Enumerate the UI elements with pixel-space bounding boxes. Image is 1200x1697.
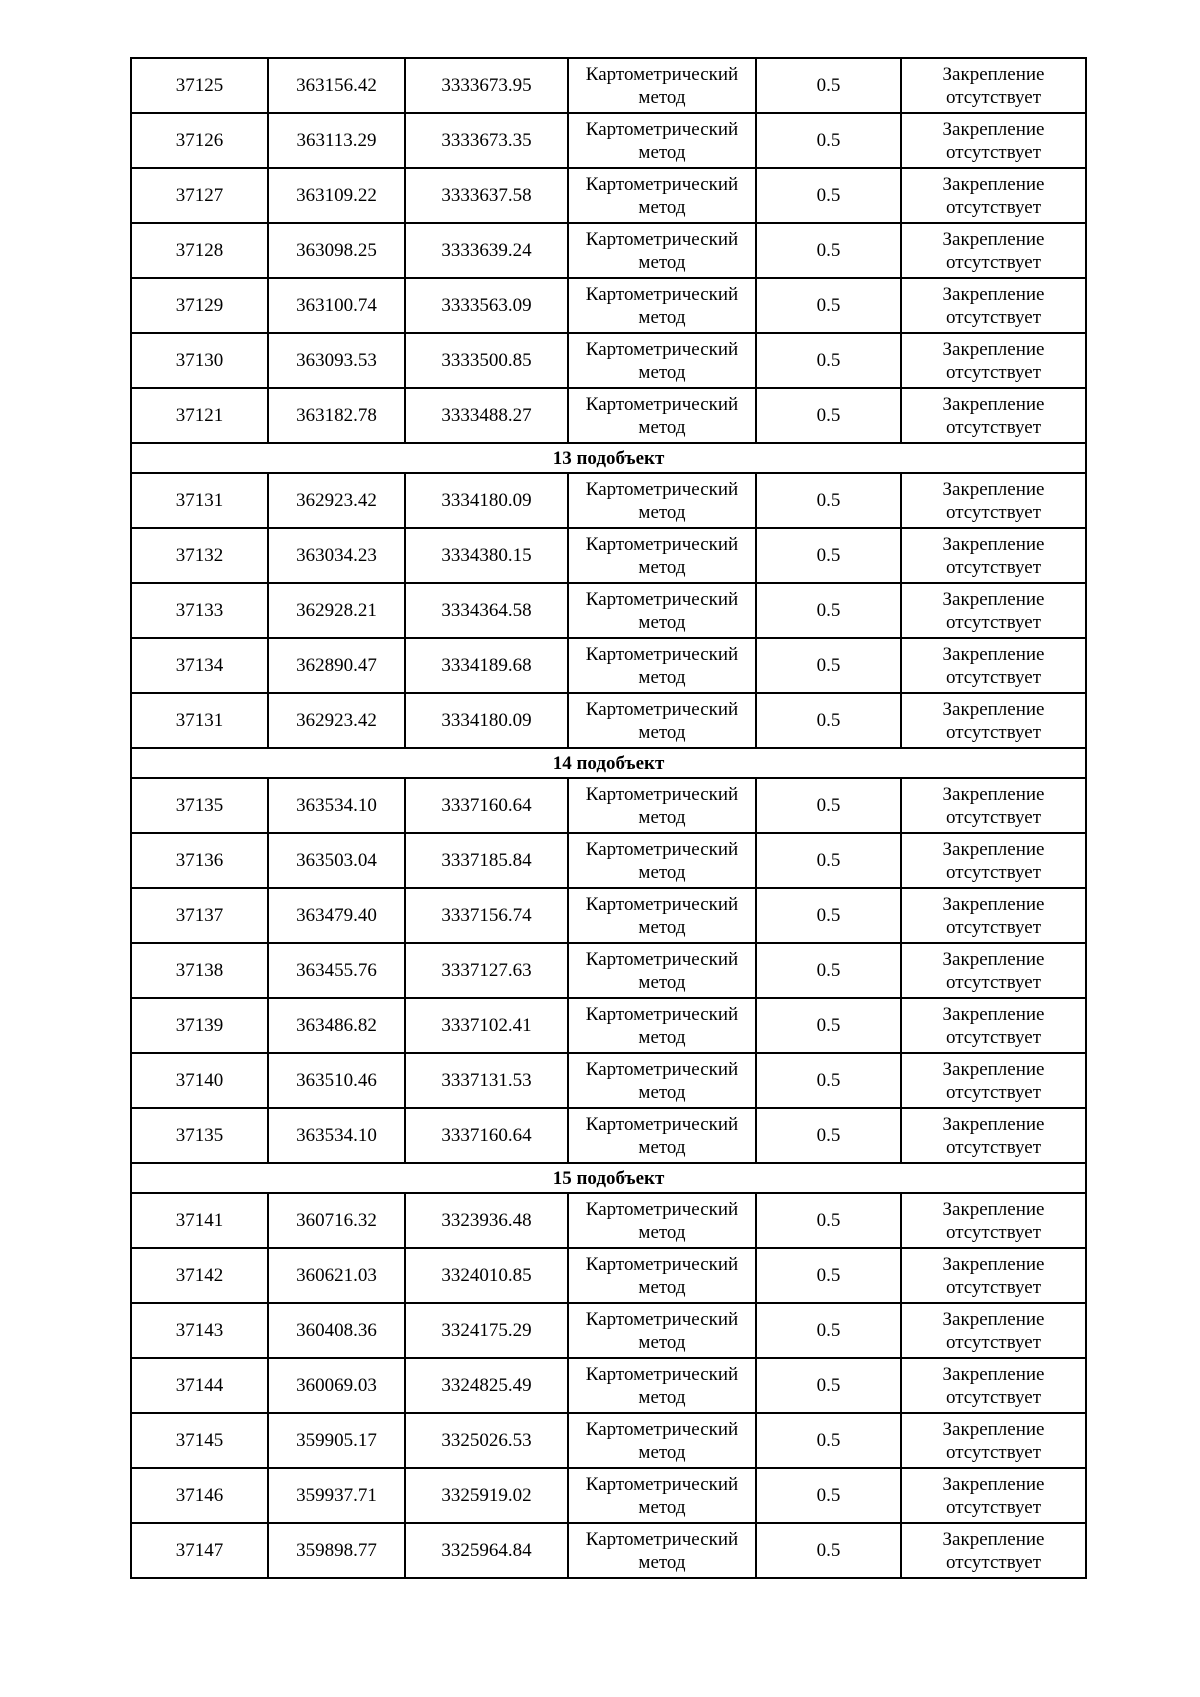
y-coordinate-cell: 3337102.41 xyxy=(405,998,568,1053)
accuracy-cell: 0.5 xyxy=(756,1523,901,1578)
method-cell xyxy=(568,388,756,443)
accuracy-cell: 0.5 xyxy=(756,473,901,528)
fixing-cell xyxy=(901,473,1086,528)
method-text-line: Картометрический xyxy=(585,533,739,555)
fixing-text-line: отсутствует xyxy=(945,86,1042,108)
method-text-line: метод xyxy=(638,971,686,993)
x-coordinate-cell: 363098.25 xyxy=(268,223,405,278)
accuracy-cell: 0.5 xyxy=(756,1303,901,1358)
method-text-line: Картометрический xyxy=(585,948,739,970)
fixing-text-line: Закрепление xyxy=(942,478,1045,500)
x-coordinate-cell: 362890.47 xyxy=(268,638,405,693)
method-text-line: метод xyxy=(638,1276,686,1298)
y-coordinate-cell: 3324010.85 xyxy=(405,1248,568,1303)
fixing-cell xyxy=(901,1108,1086,1163)
method-text-line: метод xyxy=(638,1136,686,1158)
x-coordinate-cell: 363534.10 xyxy=(268,1108,405,1163)
section-title: 14 подобъект xyxy=(131,748,1086,778)
table-row xyxy=(131,778,1086,833)
method-cell xyxy=(568,833,756,888)
fixing-text-line: Закрепление xyxy=(942,228,1045,250)
method-cell xyxy=(568,583,756,638)
method-text-line: метод xyxy=(638,1331,686,1353)
x-coordinate-cell: 360408.36 xyxy=(268,1303,405,1358)
method-text-line: Картометрический xyxy=(585,838,739,860)
y-coordinate-cell: 3333673.35 xyxy=(405,113,568,168)
fixing-text-line: отсутствует xyxy=(945,1221,1042,1243)
point-number-cell: 37136 xyxy=(131,833,268,888)
method-text-line: Картометрический xyxy=(585,228,739,250)
method-text-line: Картометрический xyxy=(585,478,739,500)
method-text-line: метод xyxy=(638,501,686,523)
point-number-cell: 37146 xyxy=(131,1468,268,1523)
fixing-text-line: отсутствует xyxy=(945,1441,1042,1463)
x-coordinate-cell: 363093.53 xyxy=(268,333,405,388)
fixing-text-line: Закрепление xyxy=(942,63,1045,85)
method-text-line: Картометрический xyxy=(585,393,739,415)
accuracy-cell: 0.5 xyxy=(756,333,901,388)
fixing-text-line: отсутствует xyxy=(945,971,1042,993)
fixing-text-line: Закрепление xyxy=(942,1198,1045,1220)
fixing-cell xyxy=(901,833,1086,888)
accuracy-cell: 0.5 xyxy=(756,778,901,833)
fixing-text-line: отсутствует xyxy=(945,251,1042,273)
method-cell xyxy=(568,998,756,1053)
method-text-line: метод xyxy=(638,556,686,578)
fixing-text-line: Закрепление xyxy=(942,173,1045,195)
method-cell xyxy=(568,778,756,833)
y-coordinate-cell: 3324825.49 xyxy=(405,1358,568,1413)
method-text-line: Картометрический xyxy=(585,1473,739,1495)
table-row xyxy=(131,1193,1086,1248)
point-number-cell: 37138 xyxy=(131,943,268,998)
fixing-cell xyxy=(901,223,1086,278)
coordinates-table xyxy=(130,57,1087,1579)
point-number-cell: 37125 xyxy=(131,58,268,113)
fixing-text-line: отсутствует xyxy=(945,666,1042,688)
method-text-line: Картометрический xyxy=(585,283,739,305)
table-row xyxy=(131,693,1086,748)
accuracy-cell: 0.5 xyxy=(756,223,901,278)
method-text-line: метод xyxy=(638,196,686,218)
method-cell xyxy=(568,1303,756,1358)
point-number-cell: 37139 xyxy=(131,998,268,1053)
fixing-cell xyxy=(901,778,1086,833)
fixing-cell xyxy=(901,888,1086,943)
point-number-cell: 37135 xyxy=(131,778,268,833)
fixing-text-line: отсутствует xyxy=(945,611,1042,633)
fixing-text-line: Закрепление xyxy=(942,643,1045,665)
x-coordinate-cell: 363479.40 xyxy=(268,888,405,943)
point-number-cell: 37131 xyxy=(131,473,268,528)
section-header-row xyxy=(131,443,1086,473)
method-cell xyxy=(568,278,756,333)
method-text-line: метод xyxy=(638,1441,686,1463)
x-coordinate-cell: 360716.32 xyxy=(268,1193,405,1248)
fixing-text-line: отсутствует xyxy=(945,861,1042,883)
y-coordinate-cell: 3337131.53 xyxy=(405,1053,568,1108)
point-number-cell: 37140 xyxy=(131,1053,268,1108)
fixing-cell xyxy=(901,1053,1086,1108)
fixing-text-line: отсутствует xyxy=(945,1386,1042,1408)
method-text-line: метод xyxy=(638,861,686,883)
fixing-text-line: Закрепление xyxy=(942,698,1045,720)
fixing-text-line: отсутствует xyxy=(945,1276,1042,1298)
accuracy-cell: 0.5 xyxy=(756,113,901,168)
y-coordinate-cell: 3337156.74 xyxy=(405,888,568,943)
table-row xyxy=(131,1108,1086,1163)
y-coordinate-cell: 3333639.24 xyxy=(405,223,568,278)
fixing-text-line: отсутствует xyxy=(945,501,1042,523)
x-coordinate-cell: 362928.21 xyxy=(268,583,405,638)
method-text-line: Картометрический xyxy=(585,118,739,140)
method-text-line: метод xyxy=(638,1026,686,1048)
method-cell xyxy=(568,888,756,943)
fixing-text-line: отсутствует xyxy=(945,1331,1042,1353)
point-number-cell: 37143 xyxy=(131,1303,268,1358)
method-text-line: Картометрический xyxy=(585,173,739,195)
table-row xyxy=(131,583,1086,638)
method-text-line: метод xyxy=(638,361,686,383)
x-coordinate-cell: 363100.74 xyxy=(268,278,405,333)
x-coordinate-cell: 360621.03 xyxy=(268,1248,405,1303)
accuracy-cell: 0.5 xyxy=(756,1413,901,1468)
method-cell xyxy=(568,528,756,583)
x-coordinate-cell: 363109.22 xyxy=(268,168,405,223)
y-coordinate-cell: 3333500.85 xyxy=(405,333,568,388)
accuracy-cell: 0.5 xyxy=(756,583,901,638)
fixing-text-line: отсутствует xyxy=(945,1136,1042,1158)
method-text-line: Картометрический xyxy=(585,1003,739,1025)
accuracy-cell: 0.5 xyxy=(756,1053,901,1108)
method-cell xyxy=(568,1248,756,1303)
method-text-line: метод xyxy=(638,806,686,828)
table-row xyxy=(131,473,1086,528)
method-text-line: Картометрический xyxy=(585,783,739,805)
x-coordinate-cell: 359937.71 xyxy=(268,1468,405,1523)
x-coordinate-cell: 363156.42 xyxy=(268,58,405,113)
method-text-line: Картометрический xyxy=(585,1058,739,1080)
fixing-cell xyxy=(901,388,1086,443)
point-number-cell: 37130 xyxy=(131,333,268,388)
section-title: 15 подобъект xyxy=(131,1163,1086,1193)
method-cell xyxy=(568,333,756,388)
x-coordinate-cell: 363510.46 xyxy=(268,1053,405,1108)
section-title: 13 подобъект xyxy=(131,443,1086,473)
method-text-line: Картометрический xyxy=(585,338,739,360)
fixing-cell xyxy=(901,1468,1086,1523)
point-number-cell: 37126 xyxy=(131,113,268,168)
x-coordinate-cell: 363503.04 xyxy=(268,833,405,888)
section-header-row xyxy=(131,1163,1086,1193)
fixing-cell xyxy=(901,1523,1086,1578)
table-row xyxy=(131,1468,1086,1523)
point-number-cell: 37129 xyxy=(131,278,268,333)
method-cell xyxy=(568,473,756,528)
fixing-cell xyxy=(901,943,1086,998)
point-number-cell: 37137 xyxy=(131,888,268,943)
method-text-line: метод xyxy=(638,611,686,633)
method-cell xyxy=(568,693,756,748)
method-text-line: метод xyxy=(638,86,686,108)
method-text-line: метод xyxy=(638,251,686,273)
method-cell xyxy=(568,1358,756,1413)
accuracy-cell: 0.5 xyxy=(756,998,901,1053)
fixing-cell xyxy=(901,113,1086,168)
accuracy-cell: 0.5 xyxy=(756,1248,901,1303)
x-coordinate-cell: 362923.42 xyxy=(268,693,405,748)
method-text-line: метод xyxy=(638,306,686,328)
x-coordinate-cell: 363182.78 xyxy=(268,388,405,443)
fixing-cell xyxy=(901,168,1086,223)
method-cell xyxy=(568,1053,756,1108)
point-number-cell: 37135 xyxy=(131,1108,268,1163)
y-coordinate-cell: 3334180.09 xyxy=(405,693,568,748)
fixing-text-line: Закрепление xyxy=(942,1113,1045,1135)
point-number-cell: 37142 xyxy=(131,1248,268,1303)
x-coordinate-cell: 363486.82 xyxy=(268,998,405,1053)
point-number-cell: 37127 xyxy=(131,168,268,223)
accuracy-cell: 0.5 xyxy=(756,1108,901,1163)
y-coordinate-cell: 3334364.58 xyxy=(405,583,568,638)
table-row xyxy=(131,58,1086,113)
y-coordinate-cell: 3334380.15 xyxy=(405,528,568,583)
accuracy-cell: 0.5 xyxy=(756,1468,901,1523)
fixing-text-line: Закрепление xyxy=(942,118,1045,140)
x-coordinate-cell: 363113.29 xyxy=(268,113,405,168)
fixing-text-line: Закрепление xyxy=(942,588,1045,610)
method-text-line: метод xyxy=(638,416,686,438)
method-text-line: Картометрический xyxy=(585,63,739,85)
x-coordinate-cell: 363455.76 xyxy=(268,943,405,998)
fixing-text-line: Закрепление xyxy=(942,393,1045,415)
fixing-text-line: отсутствует xyxy=(945,196,1042,218)
table-row xyxy=(131,943,1086,998)
table-row xyxy=(131,998,1086,1053)
method-cell xyxy=(568,168,756,223)
fixing-text-line: Закрепление xyxy=(942,838,1045,860)
accuracy-cell: 0.5 xyxy=(756,888,901,943)
method-text-line: Картометрический xyxy=(585,643,739,665)
method-cell xyxy=(568,1108,756,1163)
table-row xyxy=(131,1248,1086,1303)
method-text-line: метод xyxy=(638,916,686,938)
fixing-text-line: отсутствует xyxy=(945,806,1042,828)
fixing-text-line: Закрепление xyxy=(942,283,1045,305)
table-row xyxy=(131,388,1086,443)
fixing-cell xyxy=(901,333,1086,388)
table-row xyxy=(131,223,1086,278)
fixing-cell xyxy=(901,1413,1086,1468)
fixing-cell xyxy=(901,1248,1086,1303)
table-row xyxy=(131,1303,1086,1358)
accuracy-cell: 0.5 xyxy=(756,528,901,583)
x-coordinate-cell: 360069.03 xyxy=(268,1358,405,1413)
x-coordinate-cell: 359905.17 xyxy=(268,1413,405,1468)
y-coordinate-cell: 3337127.63 xyxy=(405,943,568,998)
fixing-cell xyxy=(901,528,1086,583)
x-coordinate-cell: 362923.42 xyxy=(268,473,405,528)
table-row xyxy=(131,1053,1086,1108)
method-text-line: метод xyxy=(638,1496,686,1518)
fixing-cell xyxy=(901,693,1086,748)
fixing-text-line: Закрепление xyxy=(942,948,1045,970)
fixing-text-line: отсутствует xyxy=(945,1026,1042,1048)
method-cell xyxy=(568,1413,756,1468)
method-cell xyxy=(568,943,756,998)
fixing-text-line: отсутствует xyxy=(945,916,1042,938)
method-cell xyxy=(568,1193,756,1248)
method-cell xyxy=(568,58,756,113)
method-cell xyxy=(568,113,756,168)
table-row xyxy=(131,278,1086,333)
method-text-line: Картометрический xyxy=(585,1418,739,1440)
fixing-text-line: Закрепление xyxy=(942,1473,1045,1495)
method-cell xyxy=(568,1468,756,1523)
point-number-cell: 37144 xyxy=(131,1358,268,1413)
accuracy-cell: 0.5 xyxy=(756,638,901,693)
method-text-line: Картометрический xyxy=(585,588,739,610)
method-text-line: Картометрический xyxy=(585,1198,739,1220)
fixing-text-line: Закрепление xyxy=(942,1528,1045,1550)
accuracy-cell: 0.5 xyxy=(756,943,901,998)
x-coordinate-cell: 359898.77 xyxy=(268,1523,405,1578)
fixing-text-line: Закрепление xyxy=(942,1363,1045,1385)
fixing-cell xyxy=(901,638,1086,693)
point-number-cell: 37134 xyxy=(131,638,268,693)
fixing-text-line: отсутствует xyxy=(945,306,1042,328)
fixing-text-line: Закрепление xyxy=(942,893,1045,915)
fixing-cell xyxy=(901,58,1086,113)
y-coordinate-cell: 3333563.09 xyxy=(405,278,568,333)
fixing-cell xyxy=(901,583,1086,638)
fixing-text-line: Закрепление xyxy=(942,1058,1045,1080)
accuracy-cell: 0.5 xyxy=(756,1358,901,1413)
y-coordinate-cell: 3325919.02 xyxy=(405,1468,568,1523)
method-text-line: Картометрический xyxy=(585,1363,739,1385)
fixing-text-line: отсутствует xyxy=(945,361,1042,383)
fixing-text-line: Закрепление xyxy=(942,533,1045,555)
y-coordinate-cell: 3337160.64 xyxy=(405,778,568,833)
fixing-text-line: Закрепление xyxy=(942,1308,1045,1330)
method-text-line: метод xyxy=(638,1081,686,1103)
fixing-text-line: отсутствует xyxy=(945,721,1042,743)
method-text-line: метод xyxy=(638,141,686,163)
method-text-line: метод xyxy=(638,1386,686,1408)
table-row xyxy=(131,168,1086,223)
accuracy-cell: 0.5 xyxy=(756,693,901,748)
fixing-text-line: Закрепление xyxy=(942,1253,1045,1275)
accuracy-cell: 0.5 xyxy=(756,1193,901,1248)
method-text-line: метод xyxy=(638,666,686,688)
fixing-text-line: отсутствует xyxy=(945,1496,1042,1518)
y-coordinate-cell: 3324175.29 xyxy=(405,1303,568,1358)
table-row xyxy=(131,638,1086,693)
accuracy-cell: 0.5 xyxy=(756,278,901,333)
accuracy-cell: 0.5 xyxy=(756,388,901,443)
fixing-cell xyxy=(901,1303,1086,1358)
method-cell xyxy=(568,1523,756,1578)
fixing-text-line: Закрепление xyxy=(942,338,1045,360)
point-number-cell: 37133 xyxy=(131,583,268,638)
fixing-text-line: отсутствует xyxy=(945,556,1042,578)
fixing-text-line: Закрепление xyxy=(942,1418,1045,1440)
fixing-text-line: отсутствует xyxy=(945,416,1042,438)
fixing-cell xyxy=(901,1193,1086,1248)
fixing-cell xyxy=(901,278,1086,333)
table-body xyxy=(131,58,1086,1578)
table-row xyxy=(131,1358,1086,1413)
point-number-cell: 37141 xyxy=(131,1193,268,1248)
method-text-line: метод xyxy=(638,1221,686,1243)
fixing-text-line: Закрепление xyxy=(942,783,1045,805)
fixing-text-line: Закрепление xyxy=(942,1003,1045,1025)
table-row xyxy=(131,1413,1086,1468)
point-number-cell: 37121 xyxy=(131,388,268,443)
table-row xyxy=(131,113,1086,168)
point-number-cell: 37147 xyxy=(131,1523,268,1578)
point-number-cell: 37145 xyxy=(131,1413,268,1468)
y-coordinate-cell: 3337185.84 xyxy=(405,833,568,888)
section-header-row xyxy=(131,748,1086,778)
method-text-line: Картометрический xyxy=(585,1528,739,1550)
y-coordinate-cell: 3333637.58 xyxy=(405,168,568,223)
method-text-line: метод xyxy=(638,1551,686,1573)
y-coordinate-cell: 3334180.09 xyxy=(405,473,568,528)
table-row xyxy=(131,833,1086,888)
y-coordinate-cell: 3325964.84 xyxy=(405,1523,568,1578)
point-number-cell: 37131 xyxy=(131,693,268,748)
point-number-cell: 37128 xyxy=(131,223,268,278)
method-cell xyxy=(568,223,756,278)
fixing-text-line: отсутствует xyxy=(945,1551,1042,1573)
fixing-cell xyxy=(901,998,1086,1053)
method-text-line: метод xyxy=(638,721,686,743)
table-row xyxy=(131,528,1086,583)
method-text-line: Картометрический xyxy=(585,1253,739,1275)
fixing-text-line: отсутствует xyxy=(945,1081,1042,1103)
method-text-line: Картометрический xyxy=(585,1308,739,1330)
y-coordinate-cell: 3334189.68 xyxy=(405,638,568,693)
y-coordinate-cell: 3333673.95 xyxy=(405,58,568,113)
method-text-line: Картометрический xyxy=(585,1113,739,1135)
method-text-line: Картометрический xyxy=(585,698,739,720)
y-coordinate-cell: 3325026.53 xyxy=(405,1413,568,1468)
x-coordinate-cell: 363534.10 xyxy=(268,778,405,833)
method-text-line: Картометрический xyxy=(585,893,739,915)
accuracy-cell: 0.5 xyxy=(756,168,901,223)
fixing-cell xyxy=(901,1358,1086,1413)
table-row xyxy=(131,333,1086,388)
accuracy-cell: 0.5 xyxy=(756,833,901,888)
y-coordinate-cell: 3337160.64 xyxy=(405,1108,568,1163)
accuracy-cell: 0.5 xyxy=(756,58,901,113)
fixing-text-line: отсутствует xyxy=(945,141,1042,163)
table-row xyxy=(131,1523,1086,1578)
point-number-cell: 37132 xyxy=(131,528,268,583)
table-row xyxy=(131,888,1086,943)
y-coordinate-cell: 3323936.48 xyxy=(405,1193,568,1248)
method-cell xyxy=(568,638,756,693)
x-coordinate-cell: 363034.23 xyxy=(268,528,405,583)
y-coordinate-cell: 3333488.27 xyxy=(405,388,568,443)
